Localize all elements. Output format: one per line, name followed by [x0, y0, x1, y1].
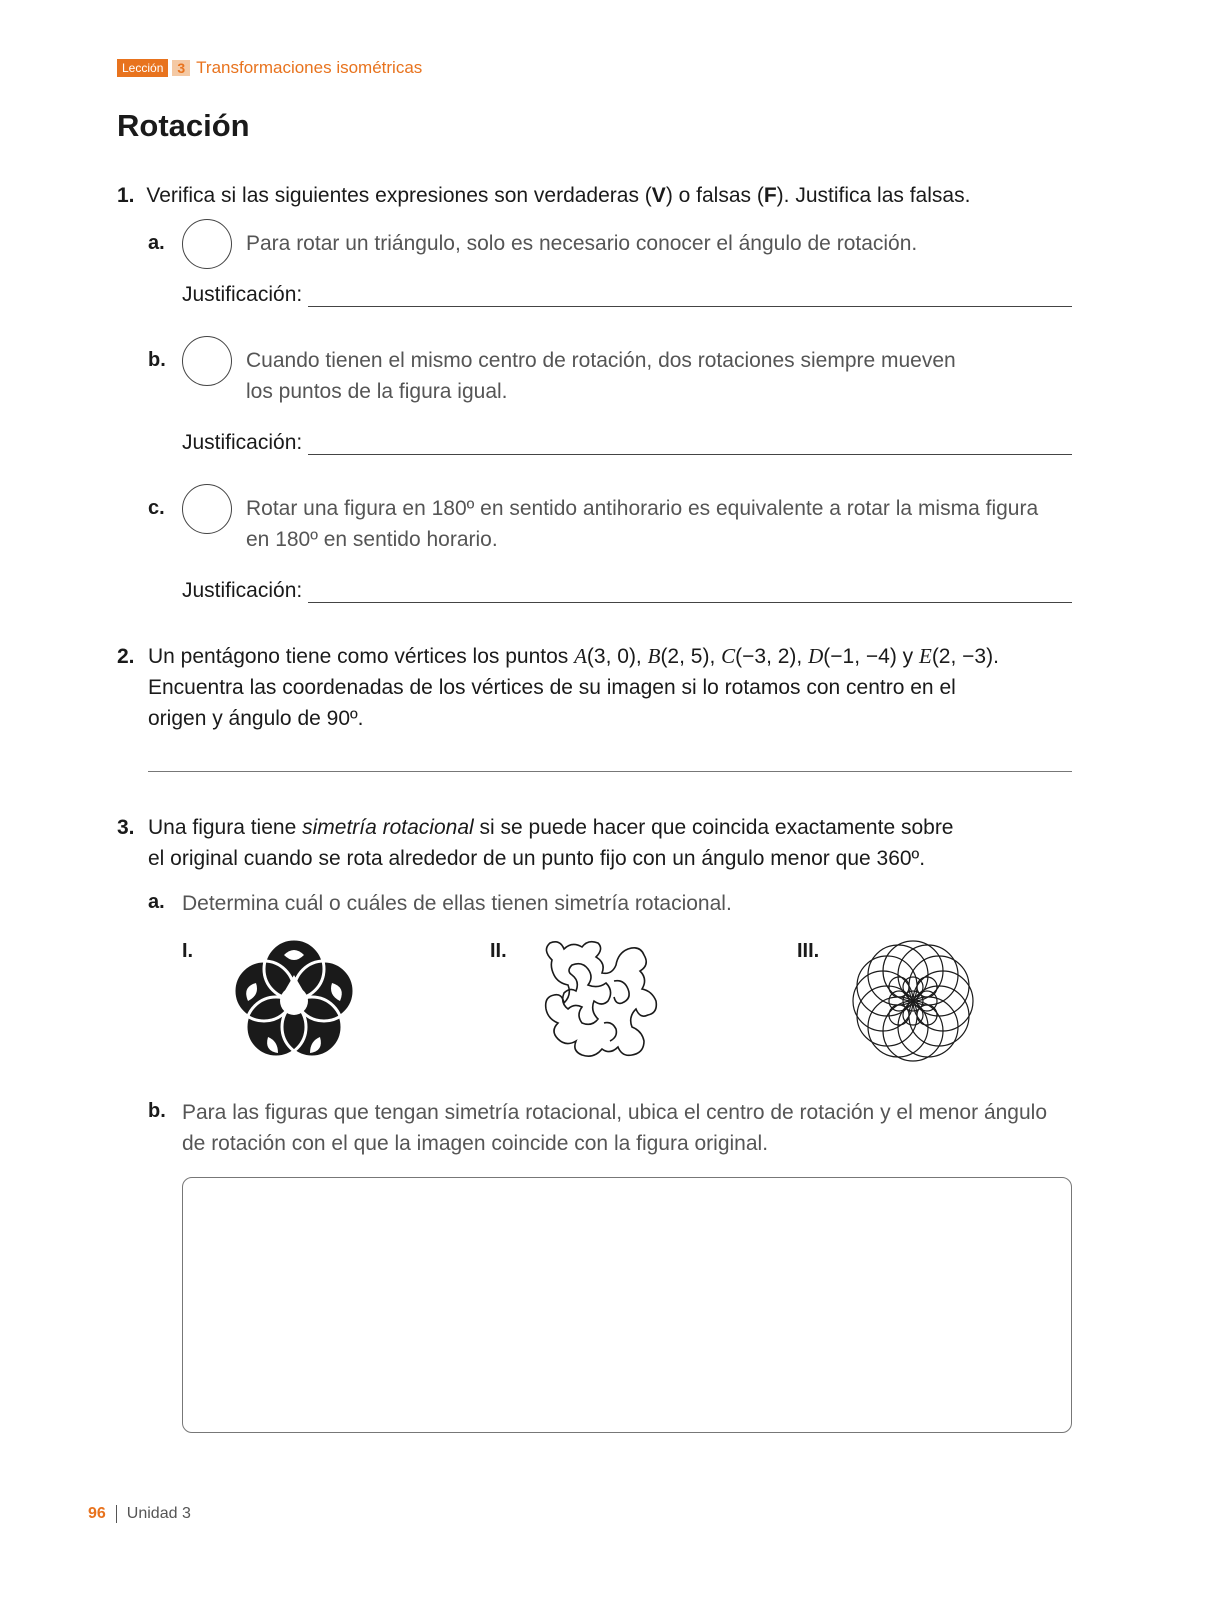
- page-number: 96: [88, 1505, 106, 1522]
- question-3b-text: Para las figuras que tengan simetría rotacional, ubica el centro de rotación y el menor ángulo de rotación con el que la imagen coincide con la figura original.: [182, 1101, 1047, 1155]
- question-1: [117, 180, 970, 211]
- figure-2-puzzle: [532, 935, 662, 1065]
- item-label: b.: [148, 349, 166, 371]
- question-text: Verifica si las siguientes expresiones son verdaderas (V) o falsas (F). Justifica las falsas.: [146, 184, 971, 207]
- answer-circle-c[interactable]: [182, 484, 232, 534]
- figure-label-3: III.: [797, 940, 820, 962]
- statement-c: Rotar una figura en 180º en sentido antihorario es equivalente a rotar la misma figura en 180º en sentido horario.: [246, 497, 1039, 551]
- page-footer: [88, 1505, 191, 1523]
- justification-line-a[interactable]: [308, 286, 1072, 307]
- lesson-number: 3: [172, 60, 190, 76]
- item-label: a.: [148, 891, 165, 913]
- statement-a: Para rotar un triángulo, solo es necesario conocer el ángulo de rotación.: [246, 232, 918, 255]
- unit-label: Unidad 3: [126, 1505, 191, 1522]
- question-2-text: Un pentágono tiene como vértices los puntos A(3, 0), B(2, 5), C(−3, 2), D(−1, −4) y E(2, −3). Encuentra las coordenadas de los vértices de su imagen si lo rotamos con centro en el origen y ángulo de 90º.: [148, 644, 999, 730]
- question-number: 2.: [117, 645, 135, 668]
- item-label: b.: [148, 1100, 166, 1122]
- question-number: 1.: [117, 184, 135, 207]
- justification-a: Justificación:: [182, 283, 1072, 307]
- footer-divider: [116, 1505, 117, 1523]
- answer-circle-a[interactable]: [182, 219, 232, 269]
- justification-c: Justificación:: [182, 579, 1072, 603]
- answer-circle-b[interactable]: [182, 336, 232, 386]
- justification-line-c[interactable]: [308, 582, 1072, 603]
- item-label: c.: [148, 497, 165, 519]
- statement-b: Cuando tienen el mismo centro de rotación, dos rotaciones siempre mueven los puntos de la figura igual.: [246, 349, 956, 403]
- figure-1-circles: [224, 935, 364, 1065]
- item-label: a.: [148, 232, 165, 254]
- lesson-title: Transformaciones isométricas: [196, 58, 423, 77]
- lesson-badge: Lección: [117, 59, 168, 77]
- question-3-text: Una figura tiene simetría rotacional si se puede hacer que coincida exactamente sobre el original cuando se rota alrededor de un punto fijo con un ángulo menor que 360º.: [148, 816, 954, 870]
- answer-box-q3b[interactable]: [182, 1177, 1072, 1433]
- answer-line-q2[interactable]: [148, 771, 1072, 772]
- lesson-header: [117, 58, 422, 78]
- question-number: 3.: [117, 816, 135, 839]
- figure-label-1: I.: [182, 940, 194, 962]
- question-3a-text: Determina cuál o cuáles de ellas tienen simetría rotacional.: [182, 892, 732, 915]
- justification-line-b[interactable]: [308, 434, 1072, 455]
- justification-b: Justificación:: [182, 431, 1072, 455]
- figure-label-2: II.: [490, 940, 507, 962]
- figure-3-rosette: [843, 933, 983, 1069]
- page-title: Rotación: [117, 108, 250, 143]
